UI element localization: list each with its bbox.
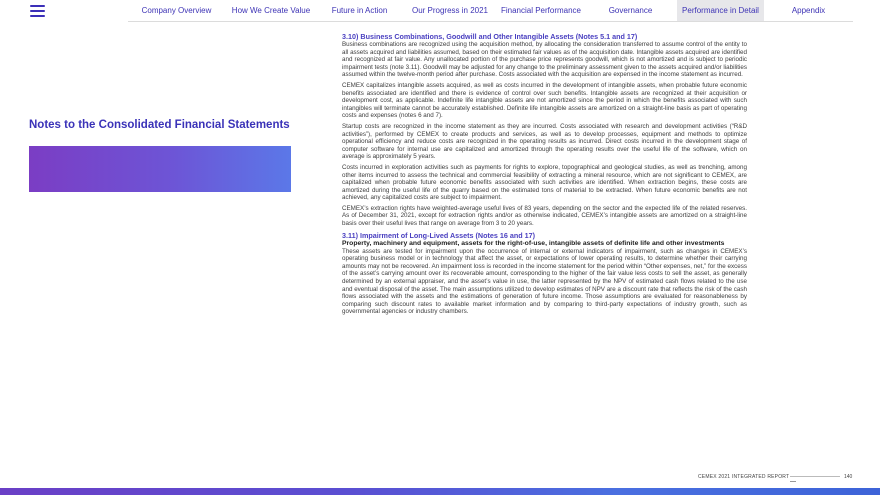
nav-divider bbox=[128, 21, 853, 22]
tab-how-we-create-value[interactable]: How We Create Value bbox=[231, 6, 311, 15]
paragraph: CEMEX’s extraction rights have weighted-average useful lives of 83 years, depending on the sector and the expected life of the related reserves. As of December 31, 2021, except for extraction rights and/or as otherwise indicated, CEMEX’s intangible assets are amortized on a straight-line basis over their useful lives that range on average from 3 to 20 years. bbox=[342, 204, 747, 228]
paragraph: Costs incurred in exploration activities such as payments for rights to explore, topographical and geological studies, as well as trenching, among other items incurred to assess the technical and commercial feasibility of extracting a mineral resource, which are not significant to CEMEX, are capitalized when probable future economic benefits associated with such activities are identified. When extraction begins, these costs are amortized during the useful life of the quarry based on the estimated tons of material to be extracted. When future economic benefits are not achieved, any capitalized costs are subject to impairment. bbox=[342, 163, 747, 202]
paragraph: Startup costs are recognized in the income statement as they are incurred. Costs associated with research and development activities (“R&D activities”), performed by CEMEX to create products and services, as well as to develop processes, equipment and methods to optimize operational efficiency and reduce costs are recognized in the operating results as incurred. Direct costs incurred in the development stage of computer software for internal use are capitalized and amortized through the operating results over the useful life of the software, which on average is approximately 5 years. bbox=[342, 122, 747, 161]
heading-business-combinations: 3.10) Business Combinations, Goodwill and Other Intangible Assets (Notes 5.1 and 17) bbox=[342, 32, 638, 41]
tab-appendix[interactable]: Appendix bbox=[791, 6, 826, 15]
footer-divider bbox=[790, 476, 840, 477]
decorative-gradient-banner bbox=[29, 146, 291, 192]
top-navigation bbox=[0, 0, 880, 22]
paragraph: These assets are tested for impairment upon the occurrence of internal or external indicators of impairment, such as changes in CEMEX’s operating business model or in technology that affect the asset, or expectations of lower operating results, to determine whether their carrying amounts may not be recovered. An impairment loss is recorded in the income statement for the period within “Other expenses, net,” for the excess of the asset’s carrying amount over its recoverable amount, corresponding to the higher of the fair value less costs to sell the asset, as generally determined by an external appraiser, and the asset’s value in use, the latter represented by the NPV of estimated cash flows related to the use and eventual disposal of the asset. The main assumptions utilized to develop estimates of NPV are a discount rate that reflects the risk of the cash flows associated with the assets and the estimations of generation of future income. Those assumptions are evaluated for reasonableness by comparing such discount rates to available market information and by comparing to third-party expectations of industry growth, such as governmental agencies or industry chambers. bbox=[342, 247, 747, 316]
tab-financial-performance[interactable]: Financial Performance bbox=[500, 6, 582, 15]
subheading-property-machinery: Property, machinery and equipment, assets for the right-of-use, intangible assets of definite life and other investments bbox=[342, 239, 725, 247]
tab-company-overview[interactable]: Company Overview bbox=[141, 6, 212, 15]
paragraph: CEMEX capitalizes intangible assets acquired, as well as costs incurred in the development of intangible assets, when probable future economic benefits associated are identified and there is evidence of control over such benefits. Intangible assets are recognized at their acquisition or development cost, as applicable. Indefinite life intangible assets are not amortized since the period in which the benefits associated with such intangibles will terminate cannot be accurately established. Definite life intangible assets are amortized on a straight-line basis as part of operating costs and expenses (notes 6 and 7). bbox=[342, 81, 747, 120]
tab-our-progress-2021[interactable]: Our Progress in 2021 bbox=[411, 6, 489, 15]
paragraph: Business combinations are recognized using the acquisition method, by allocating the consideration transferred to assume control of the entity to all assets acquired and liabilities assumed, based on their estimated fair values as of the acquisition date. Intangible assets acquired are identified and recognized at fair value. Any unallocated portion of the purchase price represents goodwill, which is not amortized and is subject to periodic impairment tests (note 3.11). Goodwill may be adjusted for any change to the preliminary assessment given to the assets acquired and/or liabilities assumed within the twelve-month period after purchase. Costs associated with the acquisition are expensed in the income statement as incurred. bbox=[342, 41, 747, 79]
tab-governance[interactable]: Governance bbox=[608, 6, 653, 15]
section-title: Notes to the Consolidated Financial Statements bbox=[29, 119, 290, 131]
heading-impairment: 3.11) Impairment of Long-Lived Assets (Notes 16 and 17) bbox=[342, 230, 536, 240]
bottom-gradient-bar bbox=[0, 488, 880, 495]
tab-performance-in-detail[interactable]: Performance in Detail bbox=[677, 0, 764, 21]
footer-report-label: CEMEX 2021 INTEGRATED REPORT bbox=[698, 474, 790, 480]
tab-future-in-action[interactable]: Future in Action bbox=[331, 6, 388, 15]
menu-icon[interactable] bbox=[30, 5, 45, 17]
footer-divider-short bbox=[790, 481, 796, 482]
main-content bbox=[342, 32, 747, 319]
page-number: 140 bbox=[844, 474, 853, 480]
